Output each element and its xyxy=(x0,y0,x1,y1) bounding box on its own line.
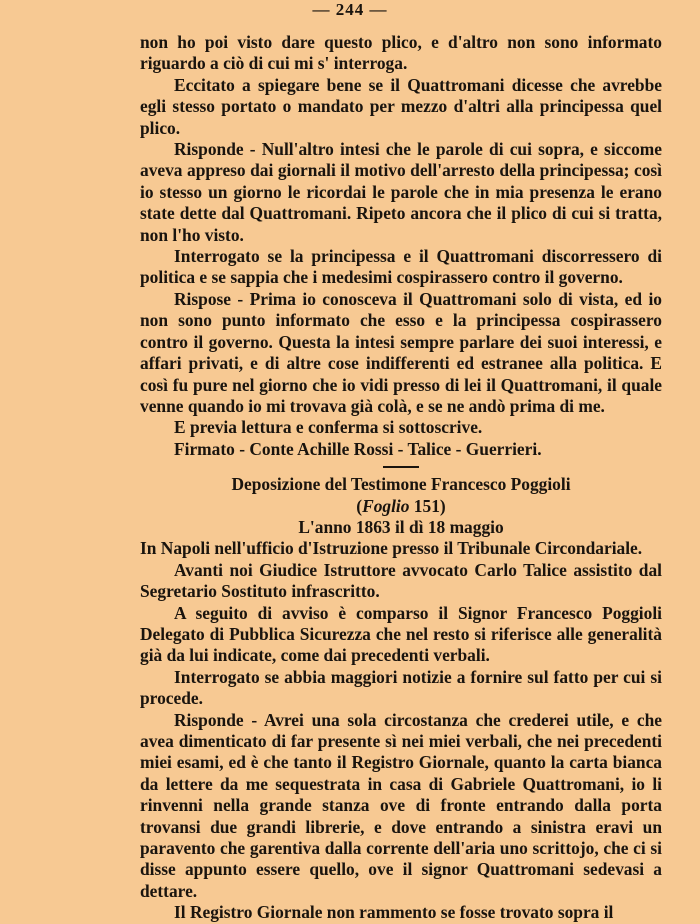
paragraph: In Napoli nell'ufficio d'Istruzione presso il Tribunale Circondariale. xyxy=(140,538,643,559)
paragraph: Eccitato a spiegare bene se il Quattromani dicesse che avrebbe egli stesso portato o mandato per mezzo d'altri alla principessa quel plico. xyxy=(140,74,662,138)
paragraph: Interrogato se abbia maggiori notizie a fornire sul fatto per cui si procede. xyxy=(140,666,662,709)
dateline: L'anno 1863 il dì 18 maggio xyxy=(298,516,504,537)
paragraph: E previa lettura e conferma si sottoscrive. xyxy=(174,417,483,438)
top-paragraphs xyxy=(140,32,662,460)
paragraph: Rispose - Prima io conosceva il Quattromani solo di vista, ed io non sono punto informato che esso e la principessa cospirassero contro il governo. Questa la intesi sempre parlare dei suoi interessi, e affari privati, e di altre cose indifferenti ed estranee alla politica. E così fu pure nel giorno che io vidi presso di lei il Quattromani, il quale venne quando io mi trovava già colà, e se ne andò prima di me. xyxy=(140,288,662,416)
page-number: — 244 — xyxy=(312,0,388,19)
paragraph: Firmato - Conte Achille Rossi - Talice - Guerrieri. xyxy=(174,438,542,459)
section-title: Deposizione del Testimone Francesco Poggioli xyxy=(231,474,571,495)
page-body xyxy=(140,32,662,924)
folio-reference xyxy=(140,496,662,517)
paragraph: Risponde - Null'altro intesi che le parole di cui sopra, e siccome aveva appreso dai giornali il motivo dell'arresto della principessa; così io stesso un giorno le ricordai le parole che in mia presenza le erano state dette dal Quattromani. Ripeto ancora che il plico di cui si tratta, non l'ho visto. xyxy=(140,139,662,245)
paragraph: Risponde - Avrei una sola circostanza che crederei utile, e che avea dimenticato di far presente sì nei miei verbali, che nei precedenti miei esami, ed è che tanto il Registro Giornale, quanto la carta bianca da lettere da me sequestrata in casa di Gabriele Quattromani, io li rinvenni nella grande stanza ove di fronte entrando dalla porta trovansi due grandi librerie, e dove entrando a sinistra eravi un paravento che garentiva dalla corrente dell'aria uno scrittojo, che ci si disse appunto essere quello, ove il signor Quattromani sedevasi a dettare. xyxy=(140,709,662,901)
paragraph: Interrogato se la principessa e il Quattromani discorressero di politica e se sappia che i medesimi cospirassero contro il governo. xyxy=(140,246,662,288)
folio-number: 151) xyxy=(409,495,446,516)
paragraph: Avanti noi Giudice Istruttore avvocato Carlo Talice assistito dal Segretario Sostituto infrascritto. xyxy=(140,559,662,602)
paragraph: non ho poi visto dare questo plico, e d'altro non sono informato riguardo a ciò di cui mi s' interroga. xyxy=(140,32,662,74)
folio-word: Foglio xyxy=(362,495,410,516)
paragraph: A seguito di avviso è comparso il Signor Francesco Poggioli Delegato di Pubblica Sicurezza che nel resto si riferisce alle generalità già da lui indicate, come dai precedenti verbali. xyxy=(140,602,662,666)
section-divider xyxy=(383,466,419,468)
paragraph: Il Registro Giornale non rammento se fosse trovato sopra il xyxy=(174,902,614,923)
folio-open: ( xyxy=(356,495,363,516)
bottom-paragraphs xyxy=(140,538,662,923)
